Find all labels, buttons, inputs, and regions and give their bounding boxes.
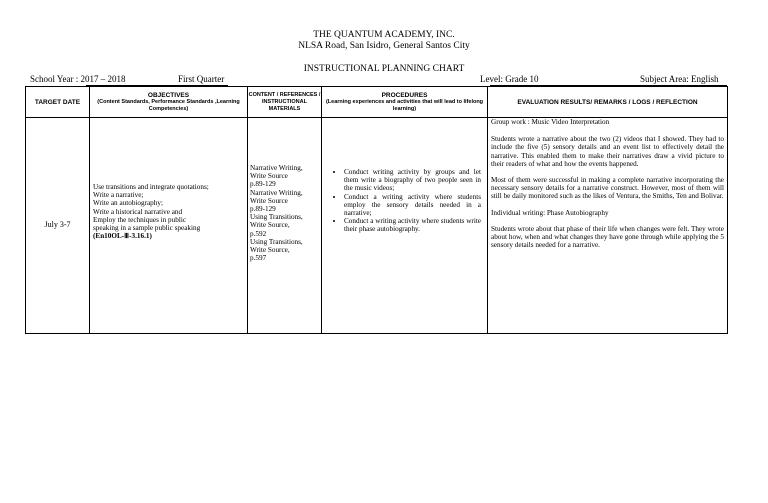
planning-table — [25, 86, 728, 334]
target-date-cell: July 3-7 — [26, 118, 90, 334]
procedure-item: • Conduct writing activity by groups and let them write a biography of two people seen in the music videos; — [344, 168, 481, 193]
table-row — [26, 118, 728, 334]
objective-line: speaking in a sample public speaking — [93, 224, 201, 233]
evaluation-heading: Group work : Music Video Interpretation — [491, 118, 610, 126]
material-line: Write Source, — [250, 246, 290, 255]
col-procedures: PROCEDURES (Learning experiences and activities that will lead to lifelong learning) — [322, 87, 488, 118]
objective-line: Write a historical narrative and — [93, 207, 183, 216]
material-line: p.592 — [250, 229, 267, 238]
material-line: Using Transitions, — [250, 213, 303, 222]
material-line: Write Source, — [250, 221, 290, 230]
procedures-list — [326, 168, 481, 234]
material-line: p.89-129 — [250, 205, 276, 214]
col-target-date: TARGET DATE — [26, 87, 90, 118]
evaluation-paragraph: Students wrote a narrative about the two (2) videos that I showed. They had to include the five (5) sensory details and an event list to effectively detail the narrative. This enabled them to make their narratives draw a vivid picture to their readers of what and how the events happened. — [491, 135, 724, 168]
school-address: NLSA Road, San Isidro, General Santos City — [298, 41, 470, 51]
objective-line: Write a narrative; — [93, 191, 144, 200]
col-objectives: OBJECTIVES (Content Standards, Performance Standards ,Learning Competencies) — [90, 87, 248, 118]
school-year: School Year : 2017 – 2018 — [30, 74, 126, 84]
material-line: p.597 — [250, 254, 267, 263]
objective-line: Use transitions and integrate quotations; — [93, 183, 209, 191]
material-line: Write Source — [250, 172, 288, 181]
material-line: Narrative Writing, — [250, 164, 303, 172]
procedure-item: • Conduct a writing activity where students employ the sensory details needed in a narrative; — [344, 193, 481, 218]
objective-line: Employ the techniques in public — [93, 215, 187, 224]
col-content: CONTENT / REFERENCES / INSTRUCTIONAL MATERIALS — [248, 87, 322, 118]
grade-level: Level: Grade 10 — [480, 74, 539, 84]
evaluation-paragraph: Students wrote about that phase of their life when changes were felt. They wrote about how, when and what changes they have gone through while applying the 5 sensory details needed for a narrative. — [491, 224, 724, 250]
materials-cell — [248, 118, 322, 334]
competency-code: (En10OL-Ⅲ-3.16.1) — [93, 232, 152, 241]
material-line: Narrative Writing, — [250, 188, 303, 197]
col-evaluation: EVALUATION RESULTS/ REMARKS / LOGS / REFLECTION — [488, 87, 728, 118]
procedure-item: • Conduct a writing activity where students write their phase autobiography. — [344, 217, 481, 233]
objectives-cell — [90, 118, 248, 334]
material-line: Write Source — [250, 196, 288, 205]
quarter: First Quarter — [178, 74, 225, 84]
procedures-cell — [322, 118, 488, 334]
evaluation-cell — [488, 118, 728, 334]
subject-area: Subject Area: English — [640, 74, 719, 84]
evaluation-heading: Individual writing: Phase Autobiography — [491, 208, 609, 217]
school-name: THE QUANTUM ACADEMY, INC. — [313, 30, 455, 40]
material-line: p.89-129 — [250, 180, 276, 189]
header-row — [26, 87, 728, 118]
material-line: Using Transitions, — [250, 237, 303, 246]
evaluation-paragraph: Most of them were successful in making a complete narrative incorporating the necessary sensory details for a narrative construct. However, most of them will still be daily monitored such as the likes of Ventura, the Smiths, Ten and Bolivar. — [491, 176, 724, 201]
chart-title: INSTRUCTIONAL PLANNING CHART — [303, 64, 465, 74]
objective-line: Write an autobiography; — [93, 199, 163, 208]
